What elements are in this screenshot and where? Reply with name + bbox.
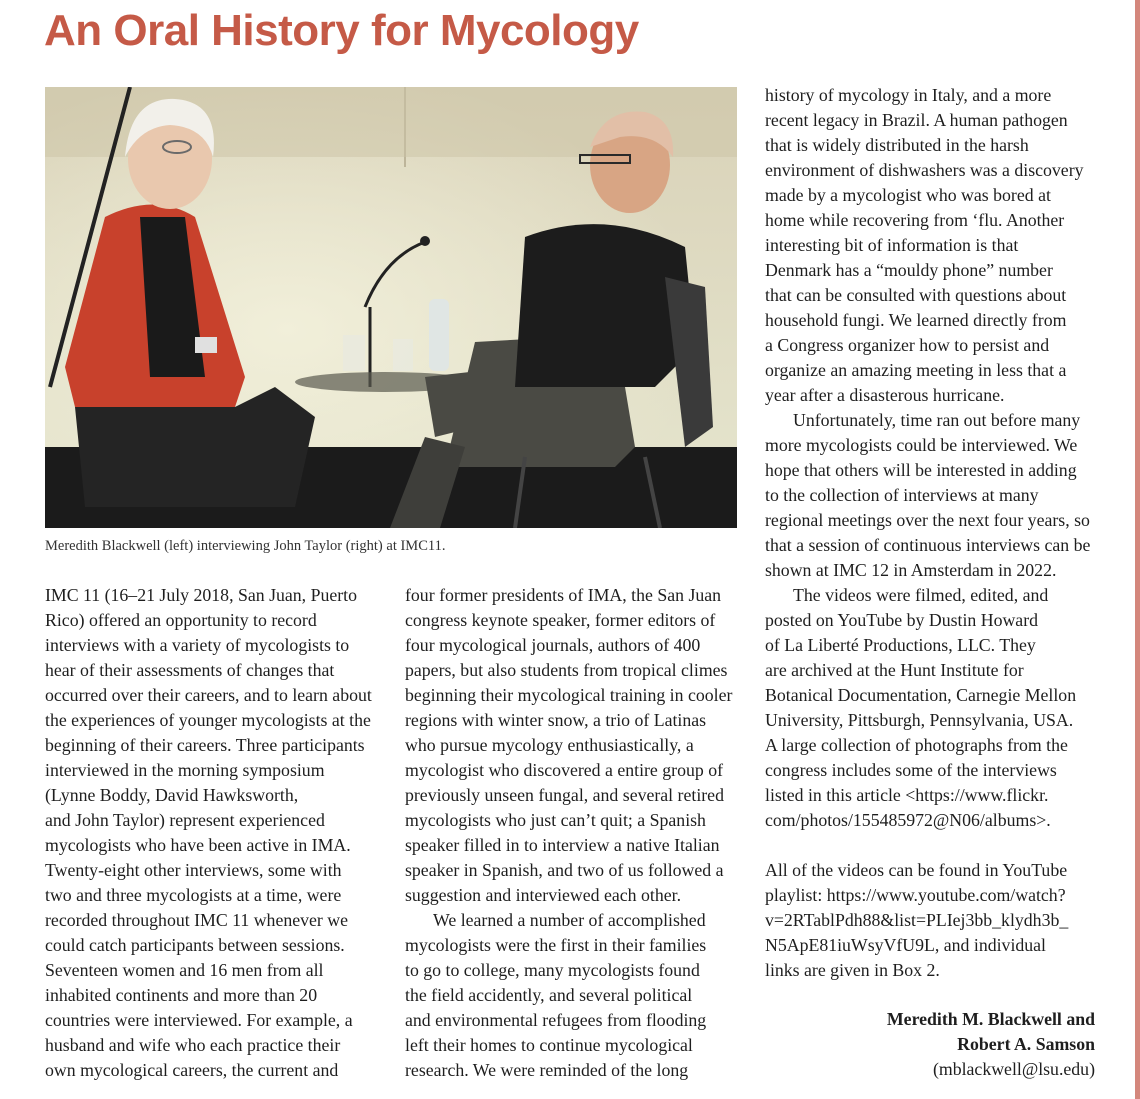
column-2 [405, 583, 732, 1083]
text-line: speaker in Spanish, and two of us followed a [405, 860, 724, 880]
text-line: home while recovering from ‘flu. Another [765, 210, 1065, 230]
text-line: interviews with a variety of mycologists to [45, 635, 350, 655]
text-line: IMC 11 (16–21 July 2018, San Juan, Puerto [45, 585, 357, 605]
text-line: congress includes some of the interviews [765, 760, 1057, 780]
text-line: husband and wife who each practice their [45, 1035, 341, 1055]
page-edge-stripe [1135, 0, 1140, 1099]
column-3 [765, 83, 1090, 983]
text-line: environment of dishwashers was a discovery [765, 160, 1084, 180]
text-line: interviewed in the morning symposium [45, 760, 325, 780]
text-line: that a session of continuous interviews can be [765, 535, 1091, 555]
text-line: v=2RTablPdh88&list=PLIej3bb_klydh3b_ [765, 910, 1069, 930]
text-line: more mycologists could be interviewed. We [765, 435, 1078, 455]
text-line: Twenty-eight other interviews, some with [45, 860, 342, 880]
text-line: congress keynote speaker, former editors of [405, 610, 716, 630]
text-line: recorded throughout IMC 11 whenever we [45, 910, 349, 930]
text-line: of La Liberté Productions, LLC. They [765, 635, 1036, 655]
text-line: two and three mycologists at a time, were [45, 885, 342, 905]
text-line: A large collection of photographs from the [765, 735, 1068, 755]
text-line: listed in this article <https://www.flickr. [765, 785, 1049, 805]
text-line: countries were interviewed. For example, a [45, 1010, 353, 1030]
text-line: posted on YouTube by Dustin Howard [765, 610, 1039, 630]
text-line: four former presidents of IMA, the San Juan [405, 585, 722, 605]
text-line: mycologists who have been active in IMA. [45, 835, 351, 855]
text-line: a Congress organizer how to persist and [765, 335, 1050, 355]
text-line: hear of their assessments of changes that [45, 660, 335, 680]
text-line: inhabited continents and more than 20 [45, 985, 318, 1005]
text-line: could catch participants between sessions. [45, 935, 345, 955]
text-line: household fungi. We learned directly from [765, 310, 1067, 330]
text-line: are archived at the Hunt Institute for [765, 660, 1024, 680]
author-name: Meredith M. Blackwell and [886, 1009, 1095, 1029]
article-title: An Oral History for Mycology [44, 6, 639, 55]
author-name: Robert A. Samson [957, 1034, 1095, 1054]
text-line: University, Pittsburgh, Pennsylvania, USA. [765, 710, 1074, 730]
text-line: playlist: https://www.youtube.com/watch? [765, 885, 1066, 905]
text-line: shown at IMC 12 in Amsterdam in 2022. [765, 560, 1057, 580]
text-line: hope that others will be interested in adding [765, 460, 1077, 480]
text-line: links are given in Box 2. [765, 960, 940, 980]
text-line: occurred over their careers, and to learn about [45, 685, 372, 705]
text-line: Unfortunately, time ran out before many [793, 410, 1081, 430]
text-line: the experiences of younger mycologists at the [45, 710, 371, 730]
photo-caption: Meredith Blackwell (left) interviewing John Taylor (right) at IMC11. [45, 538, 446, 554]
text-line: papers, but also students from tropical climes [405, 660, 728, 680]
text-line: com/photos/155485972@N06/albums>. [765, 810, 1051, 830]
text-line: the field accidently, and several political [405, 985, 693, 1005]
text-line: regional meetings over the next four years, so [765, 510, 1090, 530]
author-signature [887, 1007, 1095, 1082]
paragraph-gap [765, 833, 1090, 858]
text-line: organize an amazing meeting in less that a [765, 360, 1067, 380]
text-line: Botanical Documentation, Carnegie Mellon [765, 685, 1077, 705]
text-line: beginning their mycological training in cooler [405, 685, 733, 705]
text-line: mycologists who just can’t quit; a Spanish [405, 810, 706, 830]
text-line: made by a mycologist who was bored at [765, 185, 1051, 205]
text-line: who pursue mycology enthusiastically, a [405, 735, 694, 755]
text-line: beginning of their careers. Three participants [45, 735, 365, 755]
text-line: Rico) offered an opportunity to record [45, 610, 317, 630]
text-line: speaker filled in to interview a native Italian [405, 835, 720, 855]
text-line: mycologist who discovered a entire group of [405, 760, 724, 780]
text-line: and John Taylor) represent experienced [45, 810, 325, 830]
text-line: and environmental refugees from flooding [405, 1010, 707, 1030]
text-line: to go to college, many mycologists found [405, 960, 700, 980]
author-email: (mblackwell@lsu.edu) [932, 1059, 1095, 1079]
text-line: history of mycology in Italy, and a more [765, 85, 1052, 105]
text-line: Denmark has a “mouldy phone” number [765, 260, 1053, 280]
text-line: that can be consulted with questions about [765, 285, 1067, 305]
column-1 [45, 583, 372, 1083]
text-line: research. We were reminded of the long [405, 1060, 689, 1080]
text-line: mycologists were the first in their families [405, 935, 707, 955]
text-line: previously unseen fungal, and several retired [405, 785, 724, 805]
text-line: four mycological journals, authors of 400 [405, 635, 701, 655]
text-line: own mycological careers, the current and [45, 1060, 339, 1080]
text-line: to the collection of interviews at many [765, 485, 1039, 505]
text-line: The videos were filmed, edited, and [793, 585, 1049, 605]
text-line: regions with winter snow, a trio of Latinas [405, 710, 707, 730]
text-line: interesting bit of information is that [765, 235, 1019, 255]
text-line: We learned a number of accomplished [433, 910, 706, 930]
text-line: left their homes to continue mycological [405, 1035, 693, 1055]
text-line: that is widely distributed in the harsh [765, 135, 1029, 155]
text-line: N5ApE81iuWsyVfU9L, and individual [765, 935, 1047, 955]
interview-photo [45, 87, 737, 528]
text-line: (Lynne Boddy, David Hawksworth, [45, 785, 299, 805]
text-line: recent legacy in Brazil. A human pathogen [765, 110, 1068, 130]
text-line: suggestion and interviewed each other. [405, 885, 682, 905]
text-line: All of the videos can be found in YouTube [765, 860, 1068, 880]
text-line: Seventeen women and 16 men from all [45, 960, 324, 980]
text-line: year after a disasterous hurricane. [765, 385, 1005, 405]
